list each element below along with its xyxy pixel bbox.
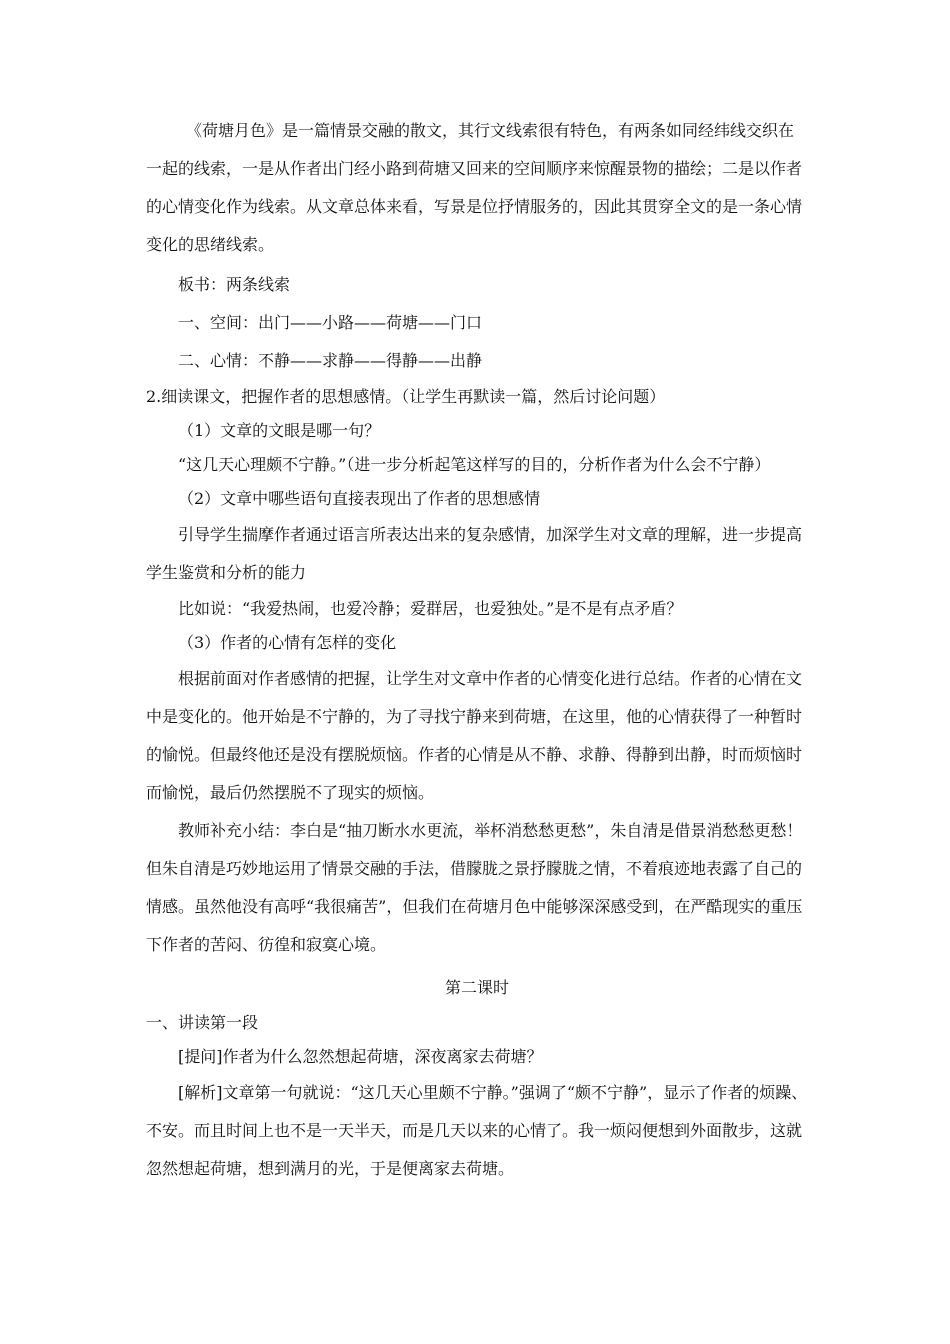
analysis-paragraph: [解析]文章第一句就说：“这几天心里颇不宁静。”强调了“颇不宁静”，显示了作者的烦躁、不安。而且时间上也不是一天半天，而是几天以来的心情了。我一烦闷便想到外面散步，这就忽然想起荷塘，想到满月的光，于是便离家去荷塘。 [146, 1083, 808, 1178]
board-line-mood: 二、心情：不静——求静——得静——出静 [178, 351, 483, 370]
question-2-example: 比如说：“我爱热闹，也爱冷静；爱群居，也爱独处。”是不是有点矛盾？ [178, 599, 683, 618]
section-2-title: 2.细读课文，把握作者的思想感情。（让学生再默读一篇，然后讨论问题） [146, 387, 666, 406]
question-1: （1）文章的文眼是哪一句？ [178, 421, 381, 440]
part-1-title: 一、讲读第一段 [146, 1013, 259, 1032]
intro-paragraph: 《荷塘月色》是一篇情景交融的散文，其行文线索很有特色，有两条如同经纬线交织在一起的线索，一是从作者出门经小路到荷塘又回来的空间顺序来惊醒景物的描绘；二是以作者的心情变化作为线索。从文章总体来看，写景是位抒情服务的，因此其贯穿全文的是一条心情变化的思绪线索。 [146, 121, 803, 254]
lesson-2-title: 第二课时 [444, 978, 509, 997]
question-3: （3）作者的心情有怎样的变化 [178, 633, 397, 652]
teacher-summary: 教师补充小结：李白是“抽刀断水水更流，举杯消愁愁更愁”，朱自清是借景消愁愁更愁！但朱自清是巧妙地运用了情景交融的手法，借朦胧之景抒朦胧之情，不着痕迹地表露了自己的情感。虽然他没有高呼“我很痛苦”，但我们在荷塘月色中能够深深感受到，在严酷现实的重压下作者的苦闷、彷徨和寂寞心境。 [146, 821, 803, 954]
question-1-answer: “这几天心理颇不宁静。”（进一步分析起笔这样写的目的，分析作者为什么会不宁静） [178, 455, 771, 474]
document-content [146, 112, 808, 1188]
question-why-pond: [提问]作者为什么忽然想起荷塘，深夜离家去荷塘？ [178, 1047, 543, 1066]
question-2-answer: 引导学生揣摩作者通过语言所表达出来的复杂感情，加深学生对文章的理解，进一步提高学生鉴赏和分析的能力 [146, 525, 803, 582]
board-title: 板书：两条线索 [178, 275, 291, 294]
question-2: （2）文章中哪些语句直接表现出了作者的思想感情 [178, 489, 541, 508]
question-3-answer: 根据前面对作者感情的把握，让学生对文章中作者的心情变化进行总结。作者的心情在文中是变化的。他开始是不宁静的，为了寻找宁静来到荷塘，在这里，他的心情获得了一种暂时的愉悦。但最终他还是没有摆脱烦恼。作者的心情是从不静、求静、得静到出静，时而烦恼时而愉悦，最后仍然摆脱不了现实的烦恼。 [146, 669, 803, 802]
board-line-space: 一、空间：出门——小路——荷塘——门口 [178, 313, 483, 332]
